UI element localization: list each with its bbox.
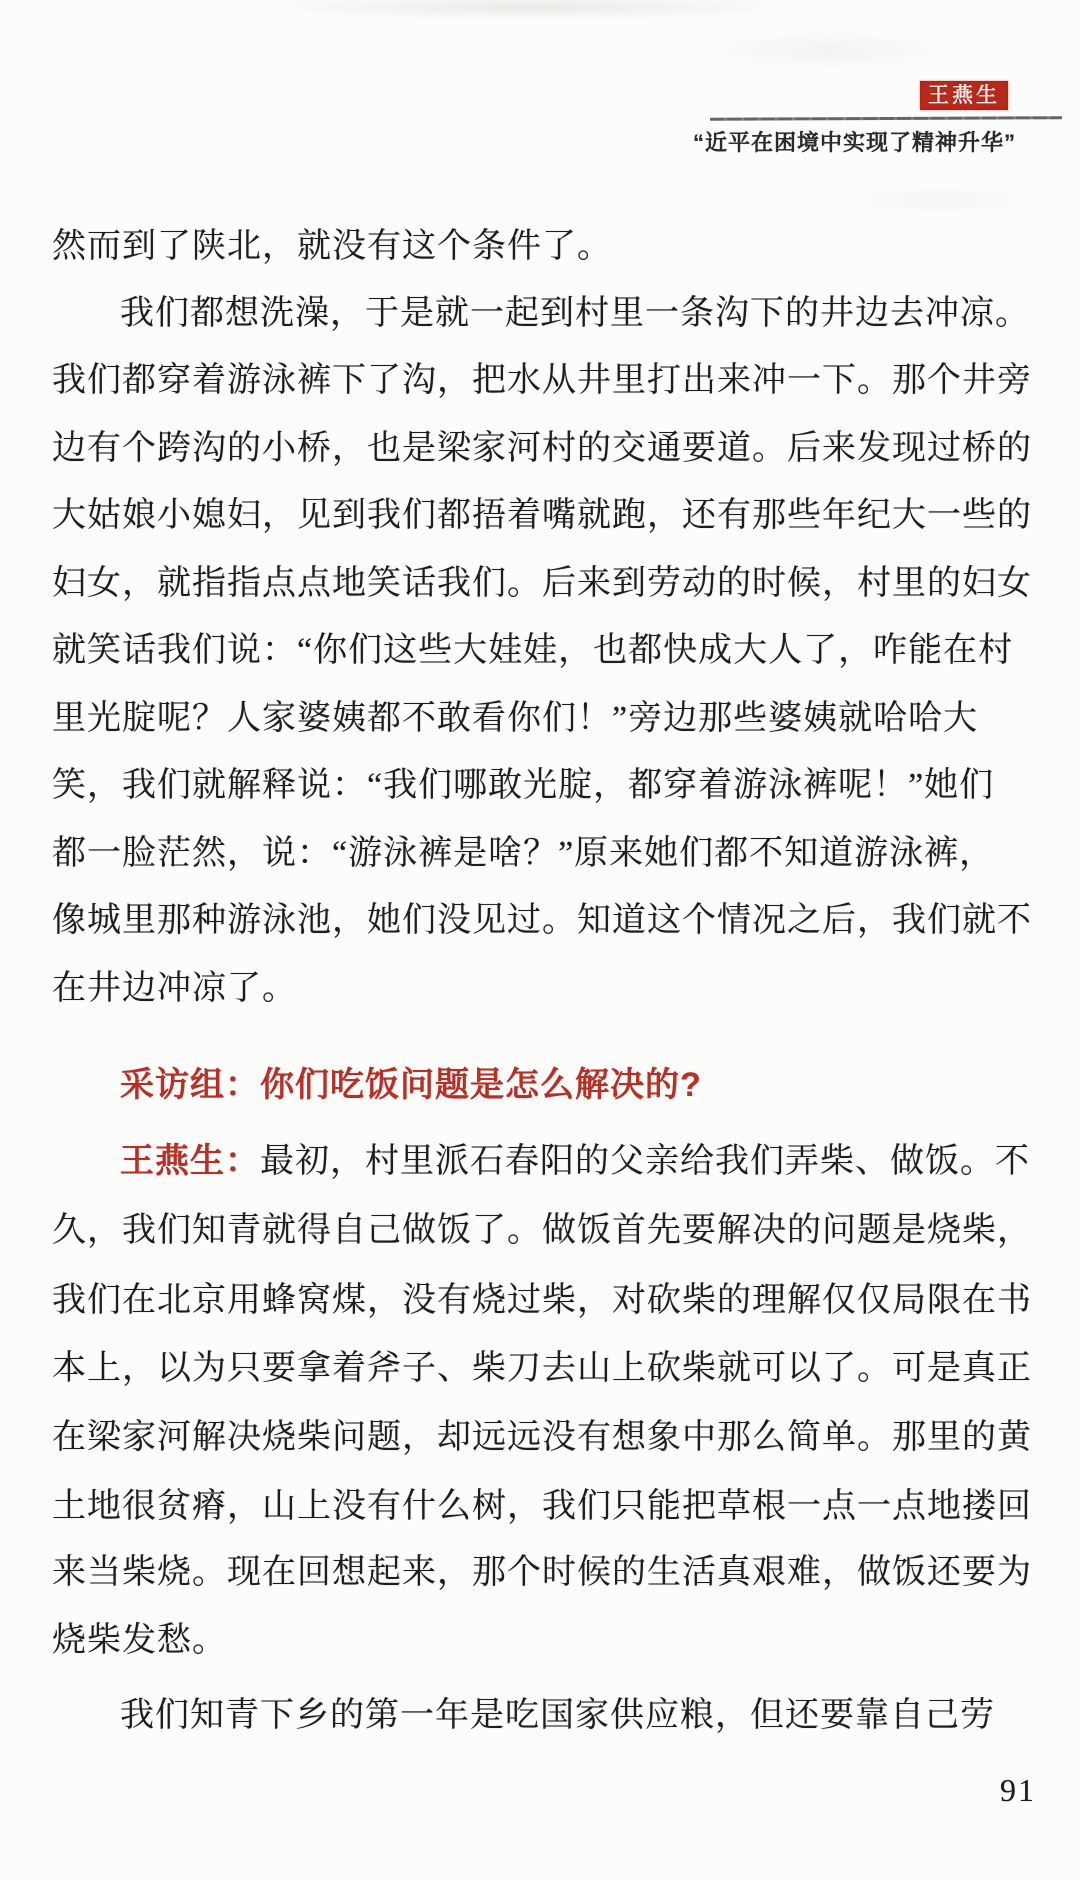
speaker-name-badge: 王燕生 (920, 81, 1008, 110)
text-segment: 边有个跨沟的小桥，也是梁家河村的交通要道。后来发现过桥的 (52, 430, 1032, 467)
text-line (52, 360, 1042, 404)
text-segment: 大姑娘小媳妇，见到我们都捂着嘴就跑，还有那些年纪大一些的 (52, 497, 1032, 534)
text-segment: 我们知青下乡的第一年是吃国家供应粮，但还要靠自己劳 (120, 1697, 995, 1734)
text-segment: 笑，我们就解释说：“我们哪敢光腚，都穿着游泳裤呢！”她们 (52, 767, 995, 804)
text-segment: 都一脸茫然，说：“游泳裤是啥？”原来她们都不知道游泳裤， (52, 835, 995, 872)
text-line (52, 1210, 1042, 1254)
text-line (52, 1064, 1080, 1108)
text-segment: 我们都想洗澡，于是就一起到村里一条沟下的井边去冲凉。 (120, 295, 1030, 332)
text-line (52, 226, 1042, 270)
text-segment: 妇女，就指指点点地笑话我们。后来到劳动的时候，村里的妇女 (52, 565, 1032, 602)
interviewer-label: 采访组： (120, 1066, 260, 1104)
text-segment: 像城里那种游泳池，她们没见过。知道这个情况之后，我们就不 (52, 902, 1032, 939)
text-line (52, 1620, 1042, 1664)
interviewee-label: 王燕生： (120, 1142, 260, 1180)
text-line (52, 1280, 1042, 1324)
text-segment: 我们都穿着游泳裤下了沟，把水从井里打出来冲一下。那个井旁 (52, 362, 1032, 399)
text-segment: 然而到了陕北，就没有这个条件了。 (52, 228, 612, 265)
text-line (52, 293, 1080, 337)
text-segment: 来当柴烧。现在回想起来，那个时候的生活真艰难，做饭还要为 (52, 1554, 1032, 1591)
text-segment: 在梁家河解决烧柴问题，却远远没有想象中那么简单。那里的黄 (52, 1419, 1032, 1456)
text-line (52, 900, 1042, 944)
text-line (52, 1348, 1042, 1392)
text-line (52, 765, 1042, 809)
text-line (52, 833, 1042, 877)
text-line (52, 495, 1042, 539)
page-number: 91 (1000, 1772, 1036, 1808)
text-segment: 土地很贫瘠，山上没有什么树，我们只能把草根一点一点地搂回 (52, 1488, 1032, 1525)
text-segment: 最初，村里派石春阳的父亲给我们弄柴、做饭。不 (260, 1143, 1030, 1180)
text-segment: 烧柴发愁。 (52, 1622, 227, 1659)
text-segment: 本上，以为只要拿着斧子、柴刀去山上砍柴就可以了。可是真正 (52, 1350, 1032, 1387)
text-line (52, 698, 1042, 742)
text-segment: 我们在北京用蜂窝煤，没有烧过柴，对砍柴的理解仅仅局限在书 (52, 1282, 1032, 1319)
text-line (52, 563, 1042, 607)
text-line (52, 1486, 1042, 1530)
text-line (52, 1695, 1080, 1739)
text-line (52, 968, 1042, 1012)
text-segment: 在井边冲凉了。 (52, 970, 297, 1007)
text-line (52, 1417, 1042, 1461)
chapter-subtitle: “近平在困境中实现了精神升华” (692, 130, 1016, 155)
text-segment: 里光腚呢？人家婆姨都不敢看你们！”旁边那些婆姨就哈哈大 (52, 700, 979, 737)
text-segment: 就笑话我们说：“你们这些大娃娃，也都快成大人了，咋能在村 (52, 632, 1014, 669)
text-line (52, 1140, 1080, 1184)
question-text: 你们吃饭问题是怎么解决的? (260, 1066, 702, 1104)
text-line (52, 630, 1042, 674)
text-line (52, 428, 1042, 472)
text-segment: 久，我们知青就得自己做饭了。做饭首先要解决的问题是烧柴， (52, 1212, 1032, 1249)
text-line (52, 1552, 1042, 1596)
